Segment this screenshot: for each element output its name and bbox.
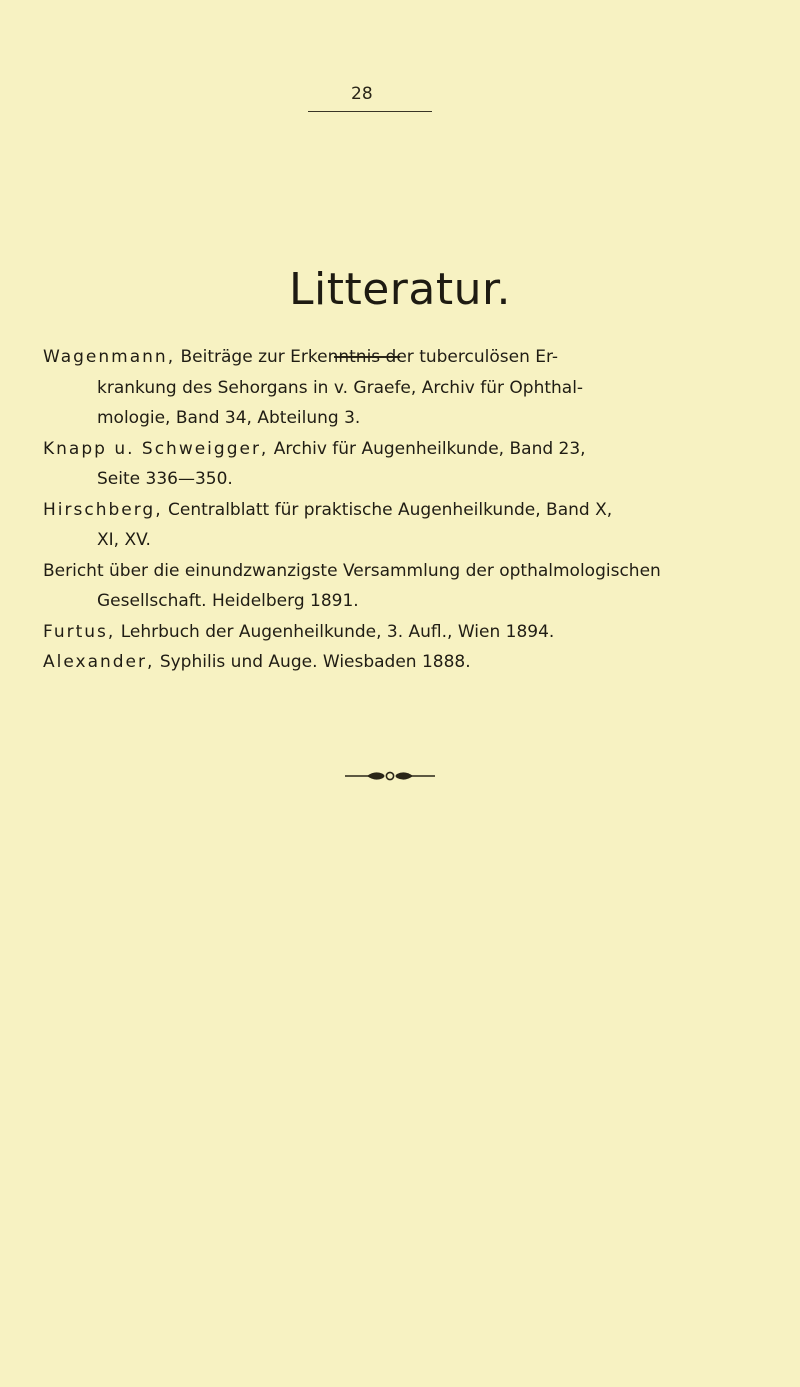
reference-author: Wagenmann, xyxy=(43,347,176,367)
reference-text: Seite 336—350. xyxy=(97,469,233,489)
reference-item xyxy=(43,342,719,434)
reference-text: Syphilis und Auge. Wiesbaden 1888. xyxy=(154,652,471,672)
reference-author: Furtus, xyxy=(43,621,116,642)
page-number: 28 xyxy=(351,84,373,104)
reference-author: Knapp u. Schweigger, xyxy=(43,438,269,459)
reference-text: Beiträge zur Erkenntnis der tuberculösen Er- xyxy=(175,347,559,367)
reference-text: Archiv für Augenheilkunde, Band 23, xyxy=(268,438,586,459)
reference-text: Gesellschaft. Heidelberg 1891. xyxy=(97,591,359,611)
reference-text: XI, XV. xyxy=(97,530,151,550)
reference-text: mologie, Band 34, Abteilung 3. xyxy=(97,408,361,428)
decorative-divider-icon xyxy=(345,769,435,783)
reference-text: Bericht über die einundzwanzigste Versammlung der opthalmologischen xyxy=(43,560,661,581)
reference-list xyxy=(43,342,719,678)
page-number-rule xyxy=(308,111,432,112)
reference-item xyxy=(43,647,719,678)
reference-item xyxy=(43,434,719,495)
reference-text: Lehrbuch der Augenheilkunde, 3. Aufl., Wien 1894. xyxy=(115,621,555,642)
reference-author: Alexander, xyxy=(43,652,155,672)
reference-item xyxy=(43,556,719,617)
reference-author: Hirschberg, xyxy=(43,499,163,520)
reference-item xyxy=(43,617,719,648)
reference-item xyxy=(43,495,719,556)
page-title: Litteratur. xyxy=(288,264,512,315)
reference-text: krankung des Sehorgans in v. Graefe, Archiv für Ophthal- xyxy=(97,377,584,398)
reference-text: Centralblatt für praktische Augenheilkunde, Band X, xyxy=(162,499,613,520)
